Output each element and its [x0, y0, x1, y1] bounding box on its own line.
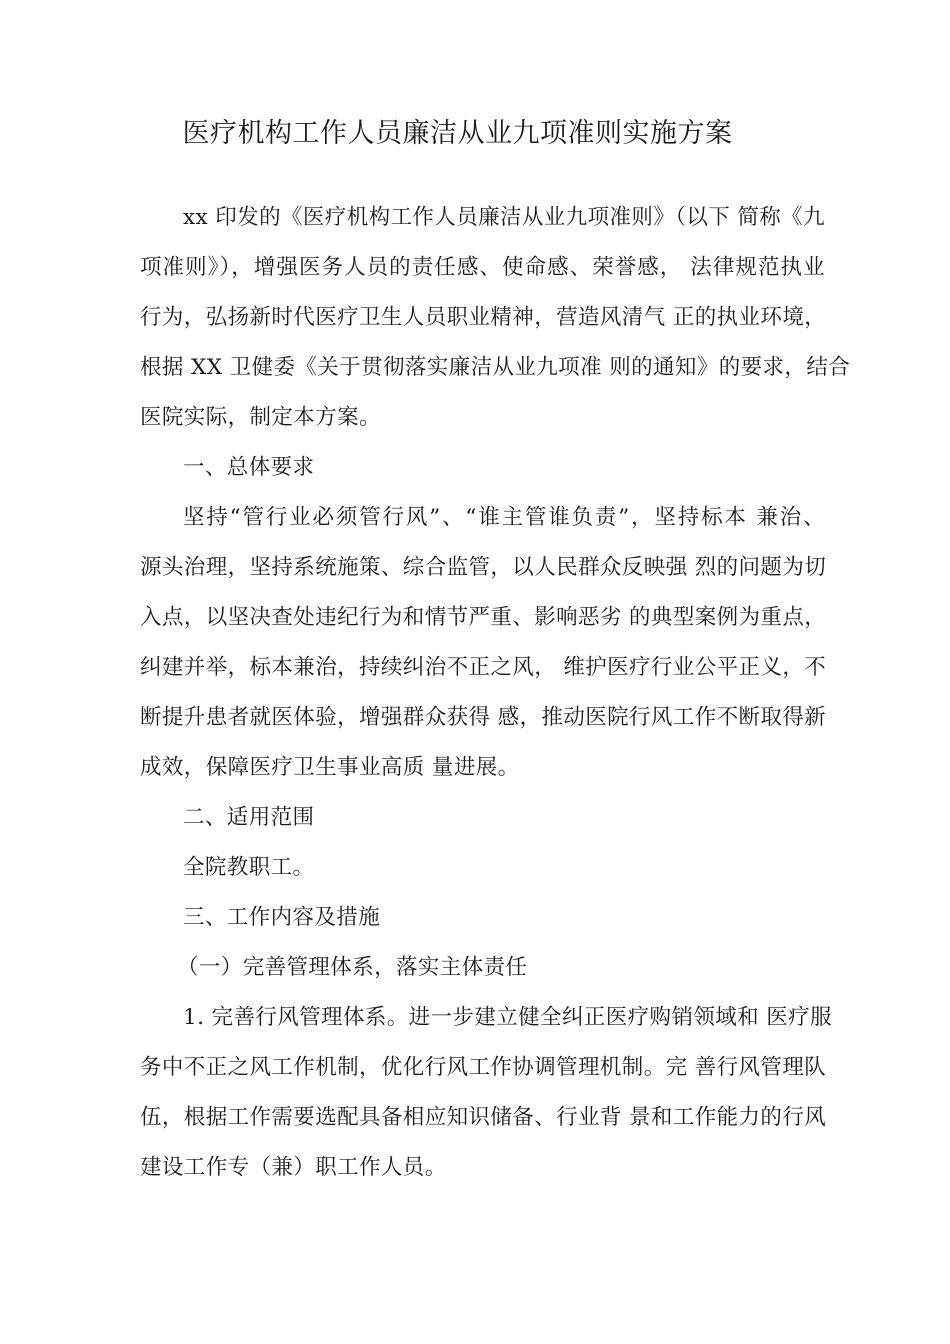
- item-1-line-4: 建设工作专（兼）职工作人员。: [140, 1155, 447, 1180]
- section-1-line-3: 入点，以坚决查处违纪行为和情节严重、影响恶劣 的典型案例为重点，: [140, 605, 827, 630]
- section-1-line-5: 断提升患者就医体验，增强群众获得 感，推动医院行风工作不断取得新: [140, 705, 827, 730]
- section-1-line-6: 成效，保障医疗卫生事业高质 量进展。: [140, 755, 520, 780]
- item-1-line-2: 务中不正之风工作机制，优化行风工作协调管理机制。完 善行风管理队: [140, 1055, 827, 1080]
- intro-line-5: 医院实际，制定本方案。: [140, 405, 381, 430]
- section-3-sub-1-heading: （一）完善管理体系，落实主体责任: [177, 955, 528, 980]
- document-title: 医疗机构工作人员廉洁从业九项准则实施方案: [182, 118, 733, 149]
- intro-line-1: xx 印发的《医疗机构工作人员廉洁从业九项准则》（以下 简称《九: [183, 205, 825, 230]
- section-3-heading: 三、工作内容及措施: [183, 905, 381, 930]
- section-2-heading: 二、适用范围: [183, 805, 315, 830]
- intro-line-3: 行为，弘扬新时代医疗卫生人员职业精神，营造风清气 正的执业环境，: [140, 305, 827, 330]
- section-2-text: 全院教职工。: [183, 855, 315, 880]
- intro-line-2: 项准则》），增强医务人员的责任感、使命感、荣誉感， 法律规范执业: [140, 255, 825, 280]
- section-1-heading: 一、总体要求: [183, 455, 315, 480]
- section-1-line-1: 坚持“管行业必须管行风”、“谁主管谁负责”，坚持标本 兼治、: [183, 505, 825, 530]
- item-1-line-1: 1. 完善行风管理体系。进一步建立健全纠正医疗购销领域和 医疗服: [183, 1005, 832, 1030]
- item-1-line-3: 伍，根据工作需要选配具备相应知识储备、行业背 景和工作能力的行风: [140, 1105, 827, 1130]
- intro-line-4: 根据 XX 卫健委《关于贯彻落实廉洁从业九项准 则的通知》的要求，结合: [140, 355, 851, 380]
- section-1-line-4: 纠建并举，标本兼治，持续纠治不正之风， 维护医疗行业公平正义，不: [140, 655, 827, 680]
- section-1-line-2: 源头治理，坚持系统施策、综合监管，以人民群众反映强 烈的问题为切: [140, 555, 827, 580]
